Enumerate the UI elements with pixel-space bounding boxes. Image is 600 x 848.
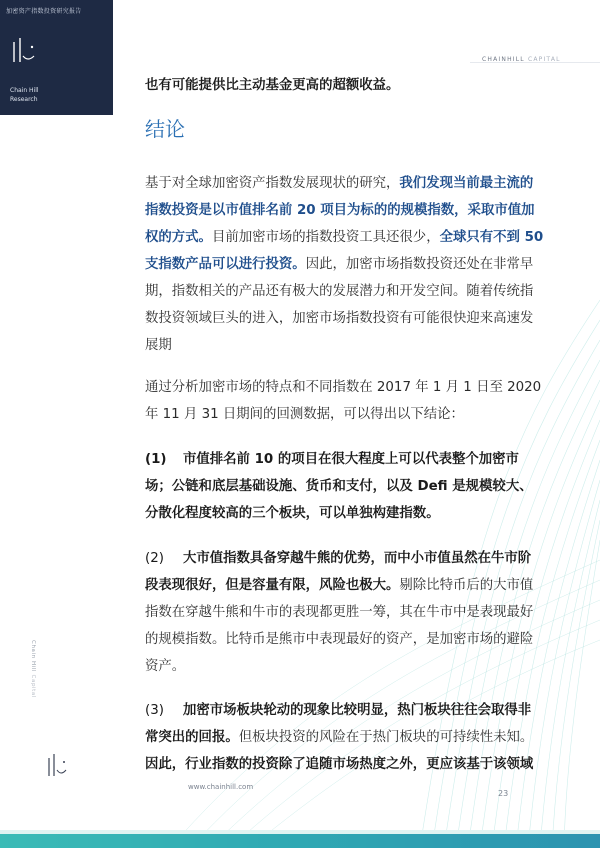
report-title: 加密资产指数投资研究报告 [6,8,82,15]
conclusion-3 [145,697,555,778]
brand-line1: Chain Hill [10,87,39,94]
top-brand-main: CHAINHILL [482,56,525,63]
highlight-run: 权的方式。 [145,230,212,245]
item-number: (3) [145,703,164,718]
highlight-run: 我们发现当前最主流的 [399,176,534,191]
highlight-line: 指数投资是以市值排名前 20 项目为标的的规模指数，采取市值加 [145,203,535,218]
text-line: 因此，行业指数的投资除了追随市场热度之外，更应该基于该领域 [145,757,534,772]
side-brand [24,640,36,720]
bottom-band [0,834,600,848]
highlight-run: 全球只有不到 50 [439,230,544,245]
item-number: (2) [145,551,164,566]
text-run: 目前加密市场的指数投资工具还很少， [211,230,440,245]
side-logo-icon [46,752,68,778]
top-brand-light: CAPITAL [527,56,561,63]
text-line: 资产。 [145,659,186,674]
text-line: 期，指数相关的产品还有极大的发展潜力和开发空间。随着传统指 [145,284,534,299]
text-run: 市值排名前 10 的项目在很大程度上可以代表整个加密市 [183,452,519,467]
text-run: 因此，加密市场指数投资还处在非常早 [305,257,534,272]
text-run: 加密市场板块轮动的现象比较明显，热门板块往往会取得非 [183,703,532,718]
text-run: 剔除比特币后的大市值 [399,578,534,593]
text-line: 场；公链和底层基础设施、货币和支付，以及 Defi 是规模较大、 [145,479,533,494]
text-line: 展期 [145,338,172,353]
text-line: 年 11 月 31 日期间的回测数据，可以得出以下结论： [145,407,464,422]
text-run: 但板块投资的风险在于热门板块的可持续性未知。 [238,730,534,745]
paragraph-summary [145,170,555,359]
conclusion-1 [145,446,555,527]
brand-line2: Research [10,96,38,103]
text-line: 分散化程度较高的三个板块，可以单独构建指数。 [145,506,440,521]
text-line: 通过分析加密市场的特点和不同指数在 2017 年 1 月 1 日至 2020 [145,380,542,395]
side-brand-light: Capital [30,672,36,699]
section-heading: 结论 [145,117,185,141]
item-number: (1) [145,452,167,467]
chain-hill-logo-icon [10,38,36,64]
text-line: 指数在穿越牛熊和牛市的表现都更胜一筹，其在牛市中是表现最好 [145,605,534,620]
page-number: 23 [498,789,509,798]
text-line: 数投资领域巨头的进入，加密市场指数投资有可能很快迎来高速发 [145,311,534,326]
side-brand-main: Chain Hill [30,640,36,673]
paragraph-method [145,374,555,428]
text-run: 段表现很好，但是容量有限，风险也极大。 [145,578,400,593]
intro-sentence: 也有可能提供比主动基金更高的超额收益。 [145,78,400,93]
text-run: 大市值指数具备穿越牛熊的优势，而中小市值虽然在牛市阶 [183,551,532,566]
footer-url: www.chainhill.com [188,783,254,791]
text-line: 的规模指数。比特币是熊市中表现最好的资产，是加密市场的避险 [145,632,534,647]
highlight-run: 支指数产品可以进行投资。 [145,257,306,272]
conclusion-2 [145,545,555,680]
sidebar-header [0,0,113,115]
text-run: 基于对全球加密资产指数发展现状的研究， [145,176,400,191]
top-brand [482,56,561,63]
brand-name [10,86,39,104]
text-run: 常突出的回报。 [145,730,239,745]
